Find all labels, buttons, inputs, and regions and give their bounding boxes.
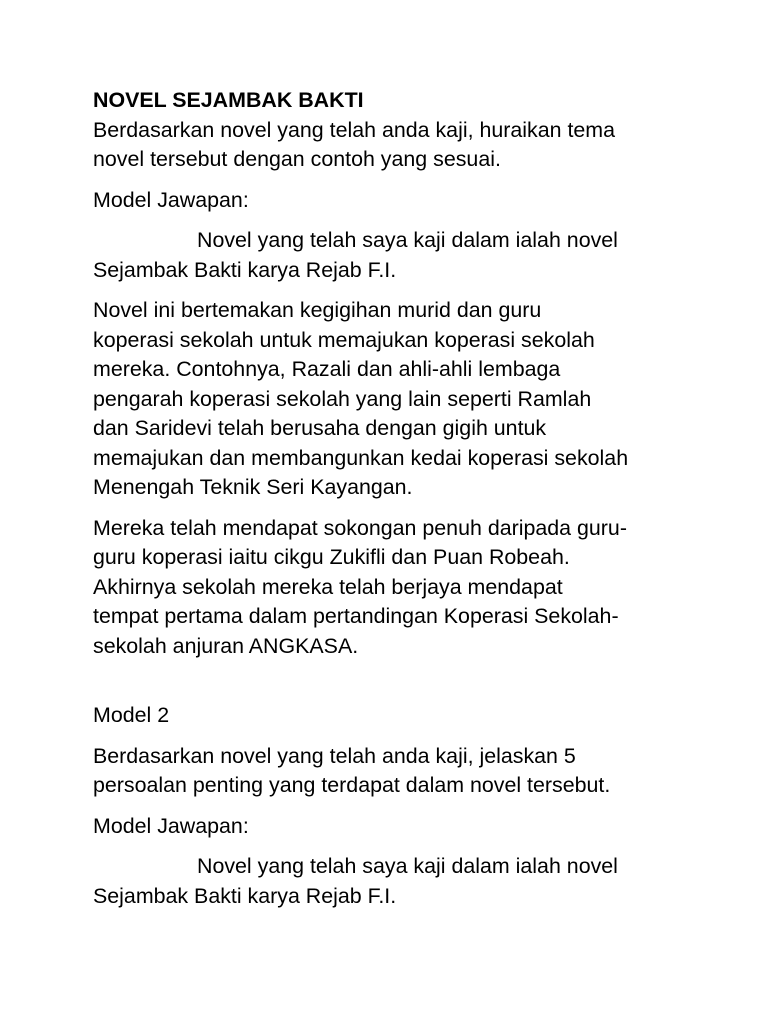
section2-question <box>93 742 693 801</box>
paragraph-line: guru koperasi iaitu cikgu Zukifli dan Puan Robeah. <box>93 545 570 569</box>
paragraph-line: mereka. Contohnya, Razali dan ahli-ahli lembaga <box>93 357 561 381</box>
paragraph-line: tempat pertama dalam pertandingan Koperasi Sekolah- <box>93 604 619 628</box>
paragraph-line: Mereka telah mendapat sokongan penuh daripada guru- <box>93 515 627 540</box>
paragraph-line: Menengah Teknik Seri Kayangan. <box>93 475 413 499</box>
section1-question <box>93 116 693 175</box>
intro-line: Sejambak Bakti karya Rejab F.I. <box>93 883 397 908</box>
paragraph-line: koperasi sekolah untuk memajukan koperasi sekolah <box>93 327 595 352</box>
paragraph-line: pengarah koperasi sekolah yang lain seperti Ramlah <box>93 386 592 411</box>
intro-line: Novel yang telah saya kaji dalam ialah novel <box>197 228 618 252</box>
paragraph-line: Akhirnya sekolah mereka telah berjaya mendapat <box>93 574 563 599</box>
section-spacer <box>93 672 693 701</box>
section2-heading: Model 2 <box>93 703 170 727</box>
section1-answer-heading: Model Jawapan: <box>93 187 249 212</box>
paragraph-line: dan Saridevi telah berusaha dengan gigih untuk <box>93 416 547 440</box>
section1-paragraph-1 <box>93 296 693 503</box>
intro-line: Novel yang telah saya kaji dalam ialah novel <box>197 854 618 878</box>
document-page <box>93 86 693 922</box>
section2-intro <box>93 852 693 911</box>
document-title: NOVEL SEJAMBAK BAKTI <box>93 88 364 112</box>
paragraph-line: sekolah anjuran ANGKASA. <box>93 633 359 658</box>
paragraph-line: memajukan dan membangunkan kedai koperasi sekolah <box>93 445 629 470</box>
section1-paragraph-2 <box>93 514 693 662</box>
question-line: Berdasarkan novel yang telah anda kaji, jelaskan 5 <box>93 743 576 768</box>
question-line: Berdasarkan novel yang telah anda kaji, huraikan tema <box>93 117 616 142</box>
section1-intro <box>93 226 693 285</box>
paragraph-line: Novel ini bertemakan kegigihan murid dan guru <box>93 298 542 322</box>
question-line: persoalan penting yang terdapat dalam novel tersebut. <box>93 773 611 797</box>
question-line: novel tersebut dengan contoh yang sesuai. <box>93 147 501 171</box>
intro-line: Sejambak Bakti karya Rejab F.I. <box>93 257 397 282</box>
section2-answer-heading: Model Jawapan: <box>93 813 249 838</box>
